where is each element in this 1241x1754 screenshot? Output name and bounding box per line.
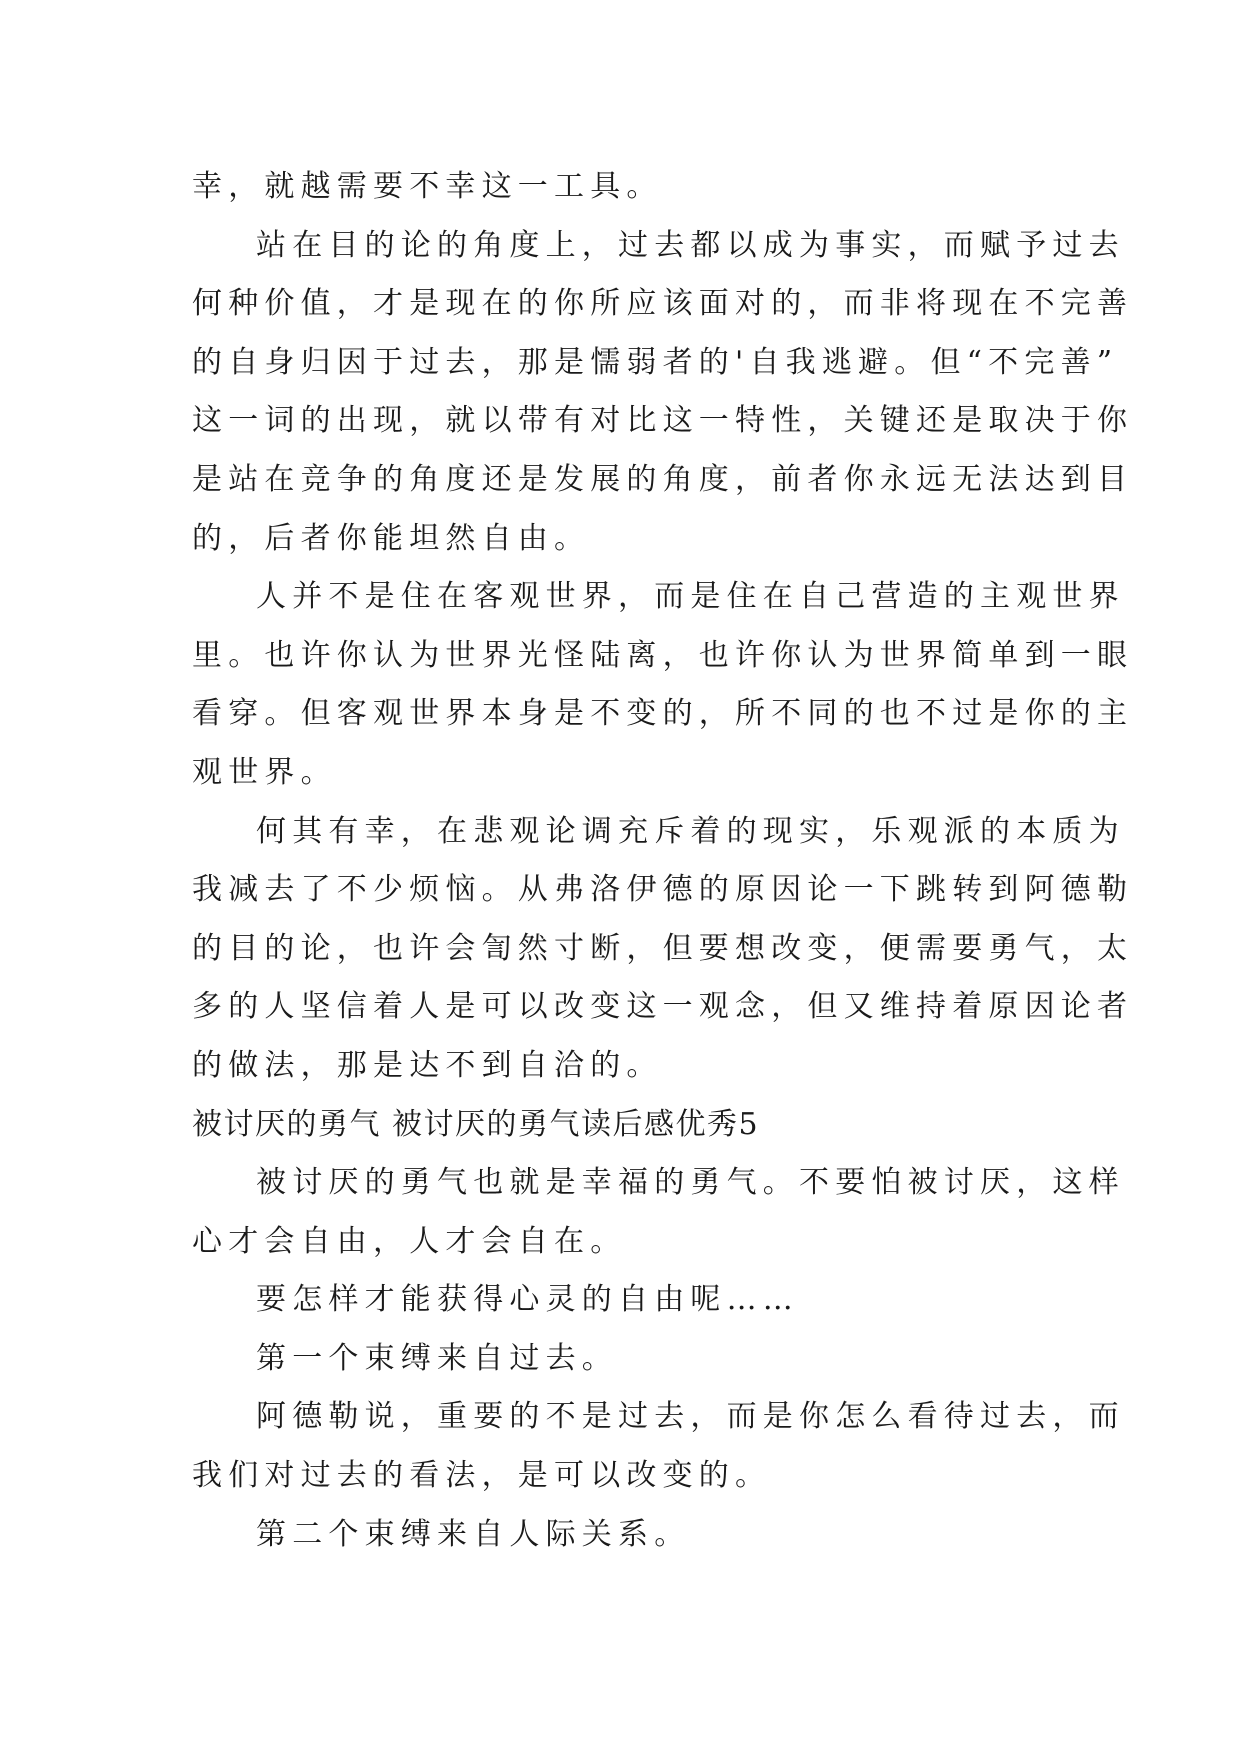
paragraph-line: 多的人坚信着人是可以改变这一观念，但又维持着原因论者 [192,989,1134,1025]
paragraph-line: 的，后者你能坦然自由。 [192,520,591,556]
paragraph-line: 心才会自由，人才会自在。 [192,1223,627,1259]
paragraph-line: 要怎样才能获得心灵的自由呢…… [256,1282,799,1318]
paragraph-line: 的自身归因于过去，那是懦弱者的'自我逃避。但“不完善” [192,344,1119,380]
paragraph-line: 的做法，那是达不到自洽的。 [192,1047,663,1083]
paragraph-line: 我减去了不少烦恼。从弗洛伊德的原因论一下跳转到阿德勒 [192,872,1134,908]
paragraph-line: 是站在竞争的角度还是发展的角度，前者你永远无法达到目 [192,461,1134,497]
paragraph-line: 第二个束缚来自人际关系。 [256,1516,691,1552]
paragraph-line: 看穿。但客观世界本身是不变的，所不同的也不过是你的主 [192,696,1134,732]
paragraph-line: 站在目的论的角度上，过去都以成为事实，而赋予过去 [256,227,1125,263]
paragraph-line: 这一词的出现，就以带有对比这一特性，关键还是取决于你 [192,403,1134,439]
paragraph-line: 幸，就越需要不幸这一工具。 [192,169,663,204]
paragraph-line: 的目的论，也许会訇然寸断，但要想改变，便需要勇气，太 [192,930,1134,966]
paragraph-line: 阿德勒说，重要的不是过去，而是你怎么看待过去，而 [256,1399,1125,1435]
paragraph-line: 第一个束缚来自过去。 [256,1340,618,1376]
document-page [192,158,1134,1564]
paragraph-line: 被讨厌的勇气也就是幸福的勇气。不要怕被讨厌，这样 [256,1165,1125,1201]
paragraph-line: 观世界。 [192,754,337,790]
section-heading: 被讨厌的勇气 被讨厌的勇气读后感优秀5 [192,1106,760,1142]
paragraph-line: 何种价值，才是现在的你所应该面对的，而非将现在不完善 [192,286,1134,322]
paragraph-line: 何其有幸，在悲观论调充斥着的现实，乐观派的本质为 [256,813,1125,849]
paragraph-line: 我们对过去的看法，是可以改变的。 [192,1458,772,1494]
paragraph-line: 里。也许你认为世界光怪陆离，也许你认为世界简单到一眼 [192,637,1134,673]
paragraph-line: 人并不是住在客观世界，而是住在自己营造的主观世界 [256,579,1125,615]
